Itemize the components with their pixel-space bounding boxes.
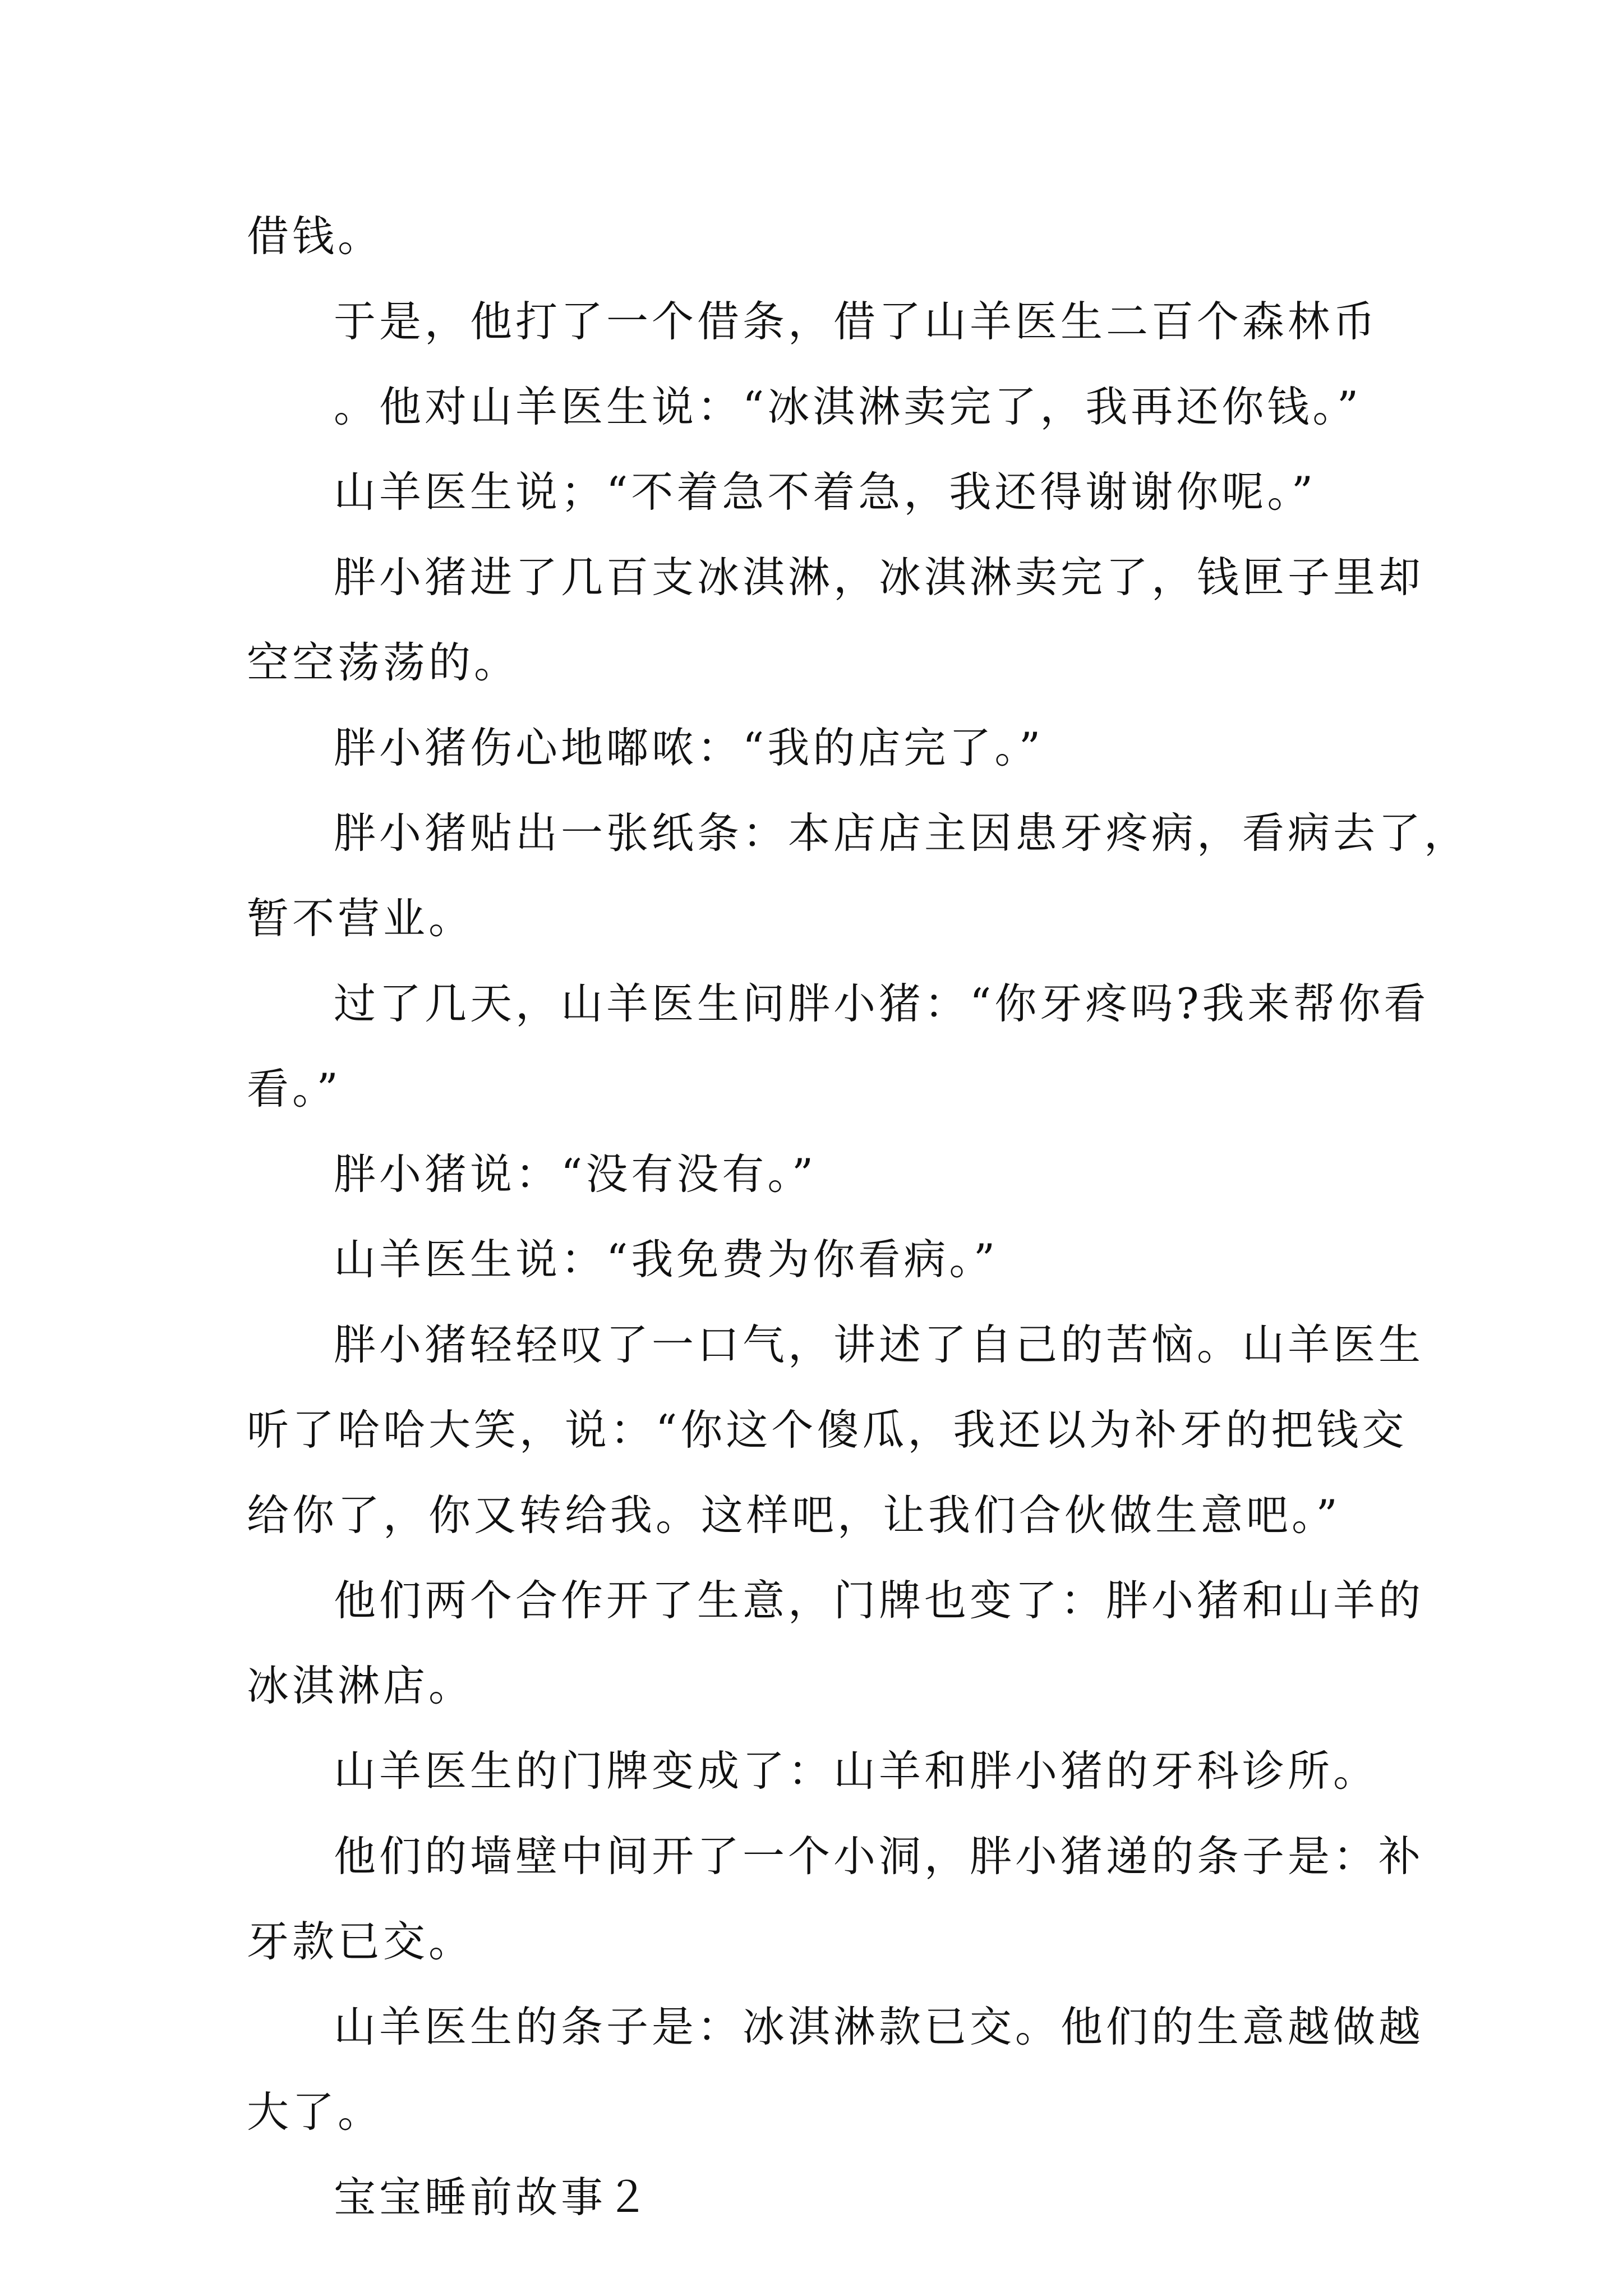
text-line: 胖小猪轻轻叹了一口气，讲述了自己的苦恼。山羊医生 (334, 1320, 1424, 1369)
text-line: 山羊医生的门牌变成了：山羊和胖小猪的牙科诊所。 (334, 1746, 1379, 1796)
text-line: 牙款已交。 (247, 1917, 474, 1966)
story-text (247, 194, 1470, 2240)
text-line: 胖小猪说：“没有没有。” (334, 1149, 817, 1199)
text-line: 空空荡荡的。 (247, 638, 520, 687)
text-line: 过了几天，山羊医生问胖小猪：“你牙疼吗?我来帮你看 (334, 979, 1430, 1028)
text-line: 暂不营业。 (247, 894, 474, 943)
text-line: 给你了，你又转给我。这样吧，让我们合伙做生意吧。” (247, 1490, 1341, 1540)
text-line: 冰淇淋店。 (247, 1661, 474, 1710)
text-line: 他们的墙壁中间开了一个小洞，胖小猪递的条子是：补 (334, 1832, 1424, 1881)
text-line: 。他对山羊医生说：“冰淇淋卖完了，我再还你钱。” (334, 382, 1362, 431)
text-line: 山羊医生说；“不着急不着急，我还得谢谢你呢。” (334, 467, 1317, 517)
text-line: 山羊医生说：“我免费为你看病。” (334, 1235, 999, 1284)
section-heading: 宝宝睡前故事２ (334, 2173, 652, 2222)
text-line: 大了。 (247, 2087, 384, 2137)
text-line: 胖小猪贴出一张纸条：本店店主因患牙疼病，看病去了， (334, 808, 1470, 858)
text-line: 于是，他打了一个借条，借了山羊医生二百个森林币 (334, 297, 1379, 346)
text-line: 听了哈哈大笑，说：“你这个傻瓜，我还以为补牙的把钱交 (247, 1405, 1408, 1455)
text-line: 胖小猪伤心地嘟哝：“我的店完了。” (334, 723, 1044, 772)
text-line: 山羊医生的条子是：冰淇淋款已交。他们的生意越做越 (334, 2002, 1424, 2051)
text-line: 胖小猪进了几百支冰淇淋，冰淇淋卖完了，钱匣子里却 (334, 553, 1424, 602)
text-line: 他们两个合作开了生意，门牌也变了：胖小猪和山羊的 (334, 1576, 1424, 1625)
text-line: 看。” (247, 1064, 342, 1114)
text-line: 借钱。 (247, 211, 384, 261)
